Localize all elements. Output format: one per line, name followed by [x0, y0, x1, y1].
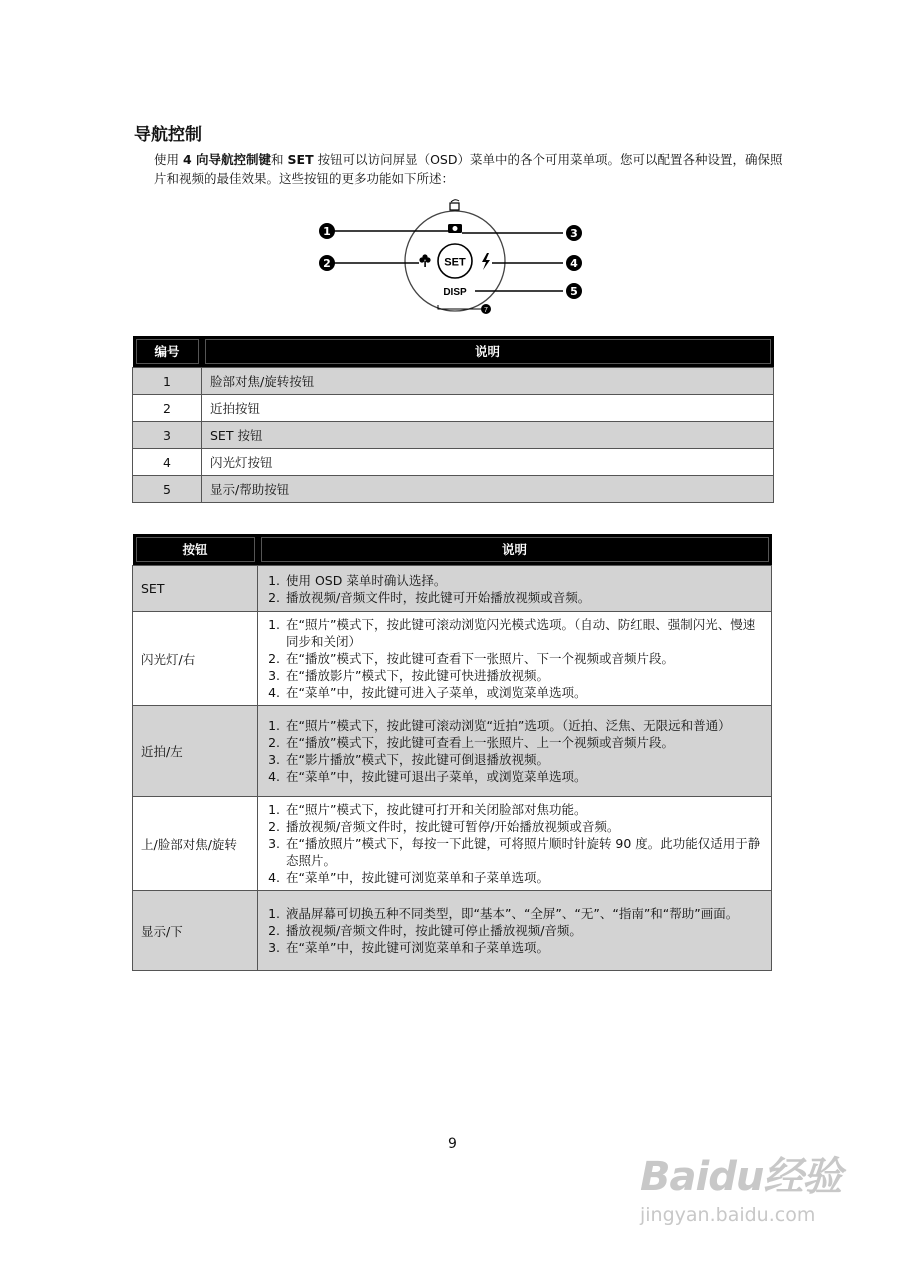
row-desc — [258, 706, 772, 797]
callout-3 — [566, 225, 582, 241]
watermark-logo: Baidu经验 — [640, 1154, 842, 1200]
svg-text:3: 3 — [570, 227, 578, 240]
button-table-header — [133, 534, 772, 566]
list-item: 1. 在“照片”模式下，按此键可滚动浏览“近拍”选项。（近拍、泛焦、无限远和普通） — [284, 717, 763, 734]
row-button-name: 显示/下 — [133, 891, 258, 971]
row-desc — [258, 797, 772, 891]
table-row — [133, 706, 772, 797]
col-header-number: 编号 — [133, 336, 202, 368]
disp-label: DISP — [443, 287, 467, 298]
table-row — [133, 449, 774, 476]
button-function-table — [132, 534, 772, 971]
table-row — [133, 612, 772, 706]
row-number: 3 — [133, 422, 202, 449]
table-row — [133, 368, 774, 395]
table-row — [133, 891, 772, 971]
watermark-url: jingyan.baidu.com — [640, 1204, 816, 1226]
list-item: 2. 播放视频/音频文件时，按此键可暂停/开始播放视频或音频。 — [284, 818, 763, 835]
watermark — [640, 1145, 841, 1226]
row-button-name: 上/脸部对焦/旋转 — [133, 797, 258, 891]
list-item: 4. 在“菜单”中，按此键可退出子菜单，或浏览菜单选项。 — [284, 768, 763, 785]
set-label: SET — [444, 256, 466, 269]
callout-2 — [319, 255, 335, 271]
row-desc — [258, 891, 772, 971]
table-row — [133, 476, 774, 503]
col-header-desc: 说明 — [202, 336, 774, 368]
rotate-icon — [450, 200, 459, 210]
list-item: 1. 在“照片”模式下，按此键可滚动浏览闪光模式选项。（自动、防红眼、强制闪光、慢速同步和关闭） — [284, 616, 763, 650]
table-row — [133, 566, 772, 612]
table-row — [133, 395, 774, 422]
table-row — [133, 797, 772, 891]
row-desc: 显示/帮助按钮 — [202, 476, 774, 503]
svg-text:2: 2 — [323, 257, 331, 270]
svg-text:5: 5 — [570, 285, 578, 298]
list-item: 3. 在“菜单”中，按此键可浏览菜单和子菜单选项。 — [284, 939, 763, 956]
intro-paragraph: 使用 4 向导航控制键和 SET 按钮可以访问屏显（OSD）菜单中的各个可用菜单项。您可以配置各种设置，确保照片和视频的最佳效果。这些按钮的更多功能如下所述： — [154, 152, 783, 186]
table-row — [133, 422, 774, 449]
list-item: 4. 在“菜单”中，按此键可进入子菜单，或浏览菜单选项。 — [284, 684, 763, 701]
list-item: 2. 在“播放”模式下，按此键可查看下一张照片、下一个视频或音频片段。 — [284, 650, 763, 667]
list-item: 1. 液晶屏幕可切换五种不同类型，即“基本”、“全屏”、“无”、“指南”和“帮助”画面。 — [284, 905, 763, 922]
callout-5 — [566, 283, 582, 299]
row-number: 4 — [133, 449, 202, 476]
svg-text:1: 1 — [323, 225, 331, 238]
col-header-button: 按钮 — [133, 534, 258, 566]
number-table-header — [133, 336, 774, 368]
row-button-name: SET — [133, 566, 258, 612]
section-title: 导航控制 — [134, 125, 202, 145]
small-mark-label: 7 — [484, 307, 488, 314]
row-desc: 近拍按钮 — [202, 395, 774, 422]
row-button-name: 近拍/左 — [133, 706, 258, 797]
svg-text:4: 4 — [570, 257, 578, 270]
row-desc — [258, 566, 772, 612]
nav-control-diagram — [310, 198, 600, 320]
list-item: 3. 在“影片播放”模式下，按此键可倒退播放视频。 — [284, 751, 763, 768]
list-item: 4. 在“菜单”中，按此键可浏览菜单和子菜单选项。 — [284, 869, 763, 886]
callout-1 — [319, 223, 335, 239]
face-tracking-icon — [448, 224, 462, 233]
col-header-desc: 说明 — [258, 534, 772, 566]
list-item: 2. 播放视频/音频文件时，按此键可停止播放视频/音频。 — [284, 922, 763, 939]
row-number: 5 — [133, 476, 202, 503]
row-desc: 闪光灯按钮 — [202, 449, 774, 476]
list-item: 3. 在“播放影片”模式下，按此键可快进播放视频。 — [284, 667, 763, 684]
list-item: 3. 在“播放照片”模式下，每按一下此键，可将照片顺时针旋转 90 度。此功能仅适用于静态照片。 — [284, 835, 763, 869]
number-table — [132, 336, 774, 503]
row-number: 1 — [133, 368, 202, 395]
list-item: 1. 在“照片”模式下，按此键可打开和关闭脸部对焦功能。 — [284, 801, 763, 818]
row-desc: SET 按钮 — [202, 422, 774, 449]
list-item: 1. 使用 OSD 菜单时确认选择。 — [284, 572, 763, 589]
page-number: 9 — [448, 1136, 457, 1152]
row-desc — [258, 612, 772, 706]
list-item: 2. 播放视频/音频文件时，按此键可开始播放视频或音频。 — [284, 589, 763, 606]
row-desc: 脸部对焦/旋转按钮 — [202, 368, 774, 395]
row-number: 2 — [133, 395, 202, 422]
row-button-name: 闪光灯/右 — [133, 612, 258, 706]
callout-4 — [566, 255, 582, 271]
list-item: 2. 在“播放”模式下，按此键可查看上一张照片、上一个视频或音频片段。 — [284, 734, 763, 751]
